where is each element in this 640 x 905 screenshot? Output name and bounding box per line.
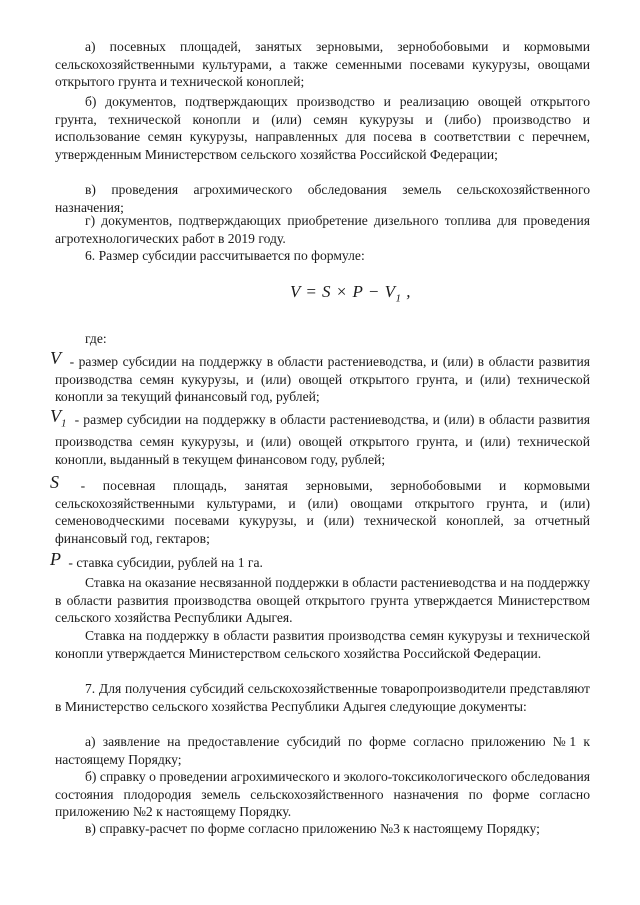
formula-tail: ,: [401, 282, 411, 301]
formula-lhs: V: [290, 282, 301, 301]
paragraph-6: 6. Размер субсидии рассчитывается по формуле:: [85, 248, 365, 263]
definition-s: [50, 472, 591, 547]
paragraph-7: 7. Для получения субсидий сельскохозяйственные товаропроизводители представляют в Министерство сельского хозяйства Республики Адыгея следующие документы:: [55, 681, 590, 714]
definition-v1: [50, 406, 590, 468]
subsidy-formula: [290, 283, 411, 308]
symbol-v: V: [50, 348, 61, 368]
definition-p-text: - ставка субсидии, рублей на 1 га.: [68, 555, 263, 570]
paragraph-rate-1: Ставка на оказание несвязанной поддержки в области растениеводства и на поддержку в области развития производства овощей открытого грунта утверждается Министерством сельского хозяйства Республики Адыгея.: [55, 575, 590, 625]
symbol-v1: $V_1$: [50, 406, 67, 430]
definition-s-text: - посевная площадь, занятая зерновыми, зернобобовыми и кормовыми сельскохозяйственными культурами, и (или) овощами открытого грунта, и (или) семеноводческими посевами кукурузы, и (или) технической коноплей, за отчетный финансовый год, гектаров;: [55, 478, 591, 546]
paragraph-7v: в) справку-расчет по форме согласно приложению №3 к настоящему Порядку;: [85, 821, 540, 836]
definition-p: [50, 549, 590, 572]
paragraph-v: в) проведения агрохимического обследования земель сельскохозяйственного назначения;: [55, 182, 590, 215]
formula-subscript: 1: [395, 292, 402, 305]
definition-v: [50, 348, 590, 406]
paragraph-rate-2: Ставка на поддержку в области развития производства семян кукурузы и технической конопли утверждается Министерством сельского хозяйства Российской Федерации.: [55, 628, 590, 661]
paragraph-7a: а) заявление на предоставление субсидий по форме согласно приложению №1 к настоящему Порядку;: [55, 734, 590, 767]
symbol-s: S: [50, 472, 59, 492]
formula-rhs: = S × P − V: [300, 282, 396, 301]
paragraph-7b: б) справку о проведении агрохимического и эколого-токсикологического обследования состояния плодородия земель сельскохозяйственного назначения по форме согласно приложению №2 к настоящему Порядку.: [55, 769, 590, 819]
paragraph-a: а) посевных площадей, занятых зерновыми, зернобобовыми и кормовыми сельскохозяйственными культурами, а также семенными посевами кукурузы, овощами открытого грунта и технической коноплей;: [55, 39, 590, 89]
symbol-p: P: [50, 549, 61, 569]
definition-v-text: - размер субсидии на поддержку в области растениеводства, и (или) в области развития производства семян кукурузы, и (или) овощей открытого грунта, и (или) технической конопли за текущий финансовый год, рублей;: [55, 354, 590, 404]
where-label: где:: [85, 331, 107, 346]
definition-v1-text: - размер субсидии на поддержку в области растениеводства, и (или) в области развития производства семян кукурузы, и (или) овощей открытого грунта, и (или) технической конопли, выданный в текущем финансовом году, рублей;: [55, 412, 590, 467]
paragraph-b: б) документов, подтверждающих производство и реализацию овощей открытого грунта, технической конопли и (или) семян кукурузы и (либо) производство и использование семян кукурузы, направленных для посева в соответствии с перечнем, утвержденным Министерством сельского хозяйства Российской Федерации;: [55, 94, 590, 162]
paragraph-g: г) документов, подтверждающих приобретение дизельного топлива для проведения агротехнологических работ в 2019 году.: [55, 213, 590, 246]
